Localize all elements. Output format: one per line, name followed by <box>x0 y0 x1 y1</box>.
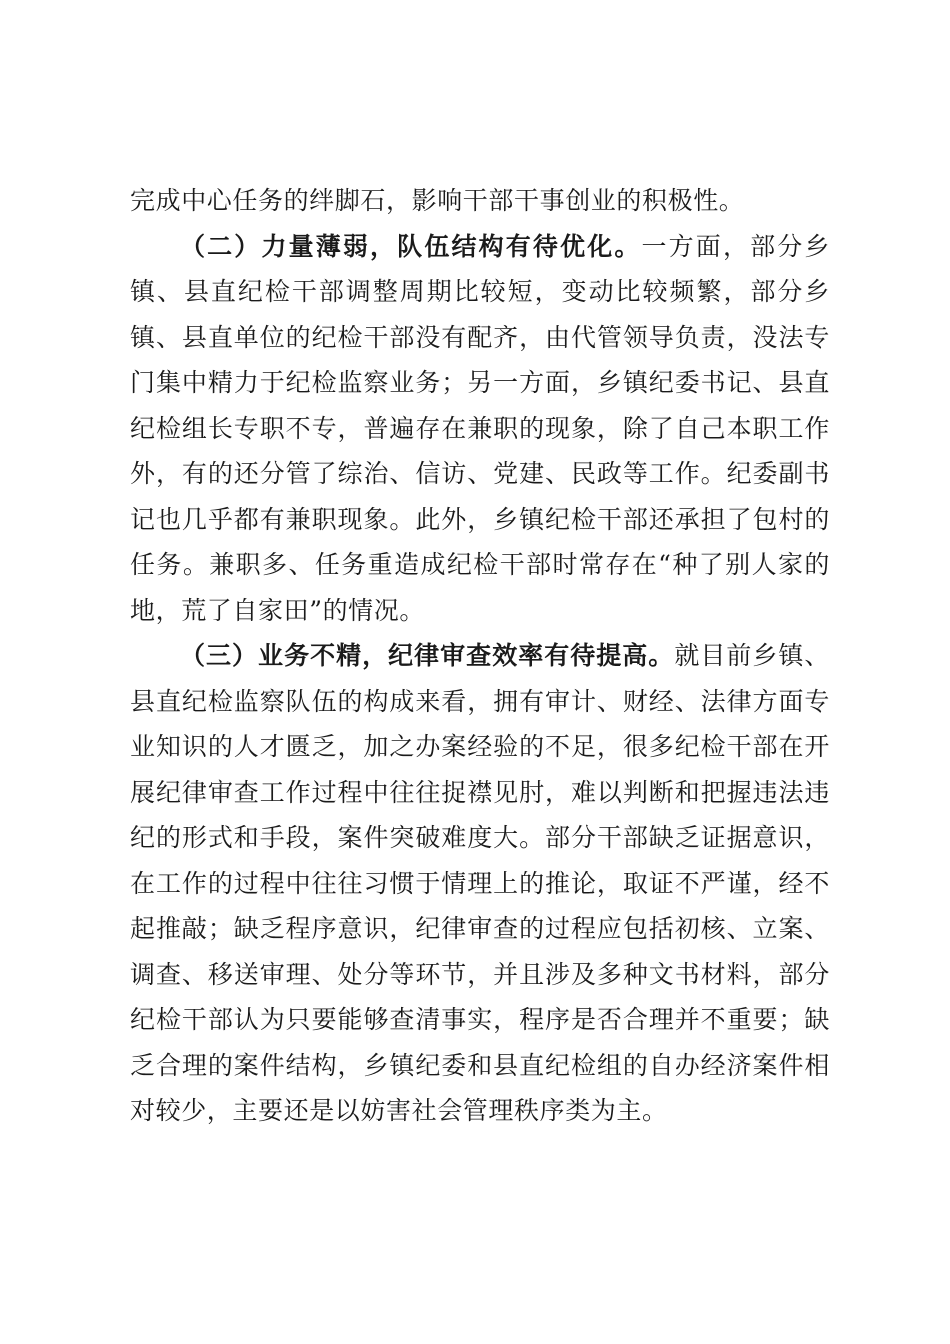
paragraph-text: 一方面，部分乡镇、县直纪检干部调整周期比较短，变动比较频繁，部分乡镇、县直单位的纪检干部没有配齐，由代管领导负责，没法专门集中精力于纪检监察业务；另一方面，乡镇纪委书记、县直纪检组长专职不专，普遍存在兼职的现象，除了自己本职工作外，有的还分管了综治、信访、党建、民政等工作。纪委副书记也几乎都有兼职现象。此外，乡镇纪检干部还承担了包村的任务。兼职多、任务重造成纪检干部时常存在“种了别人家的地，荒了自家田”的情况。 <box>130 231 831 625</box>
paragraph-text: 就目前乡镇、县直纪检监察队伍的构成来看，拥有审计、财经、法律方面专业知识的人才匮乏，加之办案经验的不足，很多纪检干部在开展纪律审查工作过程中往往捉襟见肘，难以判断和把握违法违纪的形式和手段，案件突破难度大。部分干部缺乏证据意识，在工作的过程中往往习惯于情理上的推论，取证不严谨，经不起推敲；缺乏程序意识，纪律审查的过程应包括初核、立案、调查、移送审理、处分等环节，并且涉及多种文书材料，部分纪检干部认为只要能够查清事实，程序是否合理并不重要；缺乏合理的案件结构，乡镇纪委和县直纪检组的自办经济案件相对较少，主要还是以妨害社会管理秩序类为主。 <box>130 641 830 1125</box>
document-body <box>130 178 830 1134</box>
section-heading-two: （二）力量薄弱，队伍结构有待优化。 <box>180 231 642 261</box>
paragraph-section-three <box>130 633 830 1134</box>
paragraph-continuation <box>130 178 830 224</box>
paragraph-section-two <box>130 224 830 634</box>
section-heading-three: （三）业务不精，纪律审查效率有待提高。 <box>180 641 675 670</box>
paragraph-text: 完成中心任务的绊脚石，影响干部干事创业的积极性。 <box>130 186 745 215</box>
